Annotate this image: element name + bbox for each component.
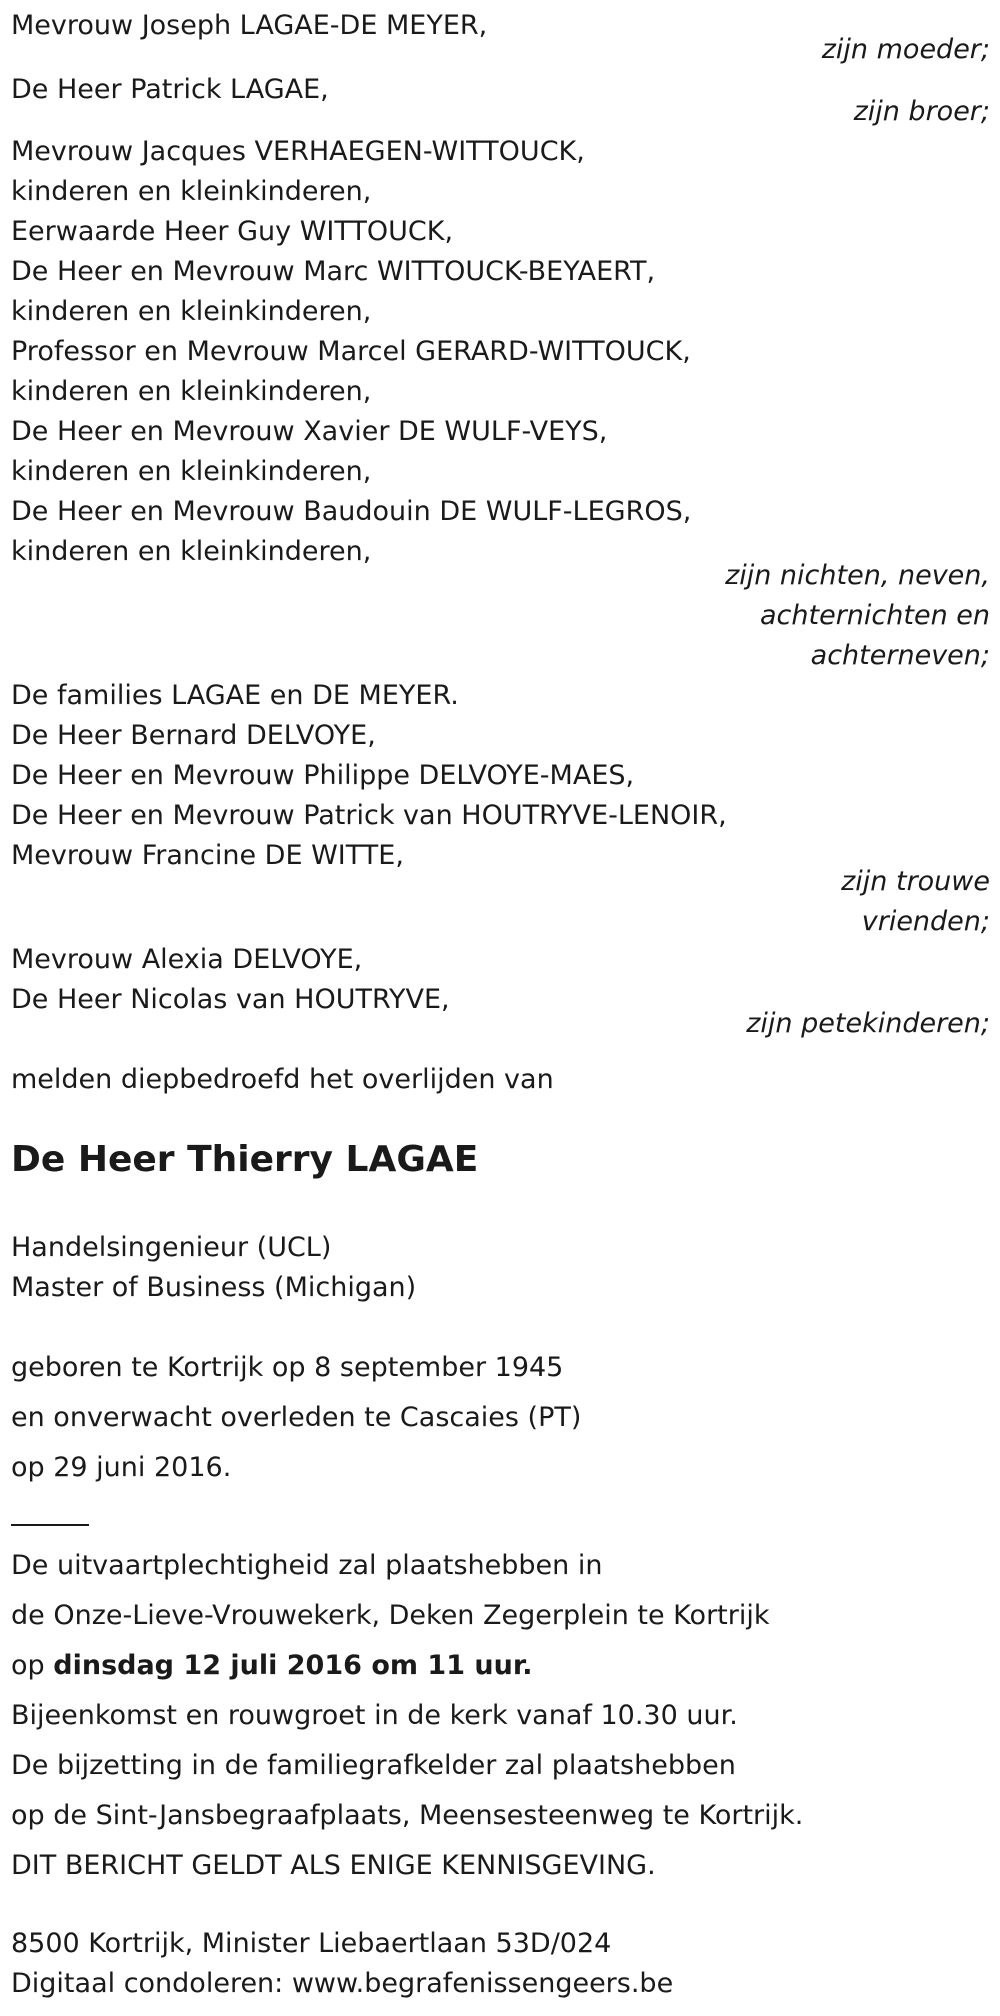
family-line: De Heer en Mevrouw Xavier DE WULF-VEYS, xyxy=(11,416,608,447)
relation-label: achterneven; xyxy=(810,640,990,671)
address-line: 8500 Kortrijk, Minister Liebaertlaan 53D/024 xyxy=(11,1928,612,1959)
funeral-line: Bijeenkomst en rouwgroet in de kerk vanaf 10.30 uur. xyxy=(11,1700,738,1731)
deceased-title: Handelsingenieur (UCL) xyxy=(11,1232,332,1263)
family-line: De Heer Nicolas van HOUTRYVE, xyxy=(11,984,450,1015)
funeral-line: de Onze-Lieve-Vrouwekerk, Deken Zegerplein te Kortrijk xyxy=(11,1600,770,1631)
funeral-date: dinsdag 12 juli 2016 om 11 uur. xyxy=(53,1650,533,1681)
family-line: Mevrouw Joseph LAGAE-DE MEYER, xyxy=(11,10,488,41)
funeral-line: De uitvaartplechtigheid zal plaatshebben in xyxy=(11,1550,603,1581)
death-date-line: op 29 juni 2016. xyxy=(11,1452,232,1483)
family-line: De Heer en Mevrouw Baudouin DE WULF-LEGROS, xyxy=(11,496,692,527)
announcement-line: melden diepbedroefd het overlijden van xyxy=(11,1064,554,1095)
family-line: Eerwaarde Heer Guy WITTOUCK, xyxy=(11,216,454,247)
deceased-name: De Heer Thierry LAGAE xyxy=(11,1139,479,1180)
family-line: Professor en Mevrouw Marcel GERARD-WITTOUCK, xyxy=(11,336,691,367)
relation-label: zijn nichten, neven, xyxy=(725,560,990,591)
funeral-date-line xyxy=(11,1646,533,1686)
family-line: kinderen en kleinkinderen, xyxy=(11,296,372,327)
birth-line: geboren te Kortrijk op 8 september 1945 xyxy=(11,1352,564,1383)
relation-label: zijn trouwe xyxy=(841,866,990,897)
family-line: De families LAGAE en DE MEYER. xyxy=(11,680,459,711)
relation-label: zijn moeder; xyxy=(821,34,990,65)
condolence-line: Digitaal condoleren: www.begrafenissengeers.be xyxy=(11,1968,674,1999)
family-line: kinderen en kleinkinderen, xyxy=(11,456,372,487)
relation-label: achternichten en xyxy=(760,600,990,631)
notice-statement: DIT BERICHT GELDT ALS ENIGE KENNISGEVING. xyxy=(11,1850,656,1881)
relation-label: zijn broer; xyxy=(853,96,990,127)
relation-label: zijn petekinderen; xyxy=(746,1008,990,1039)
relation-label: vrienden; xyxy=(861,906,990,937)
funeral-line: op de Sint-Jansbegraafplaats, Meensesteenweg te Kortrijk. xyxy=(11,1800,804,1831)
family-line: De Heer en Mevrouw Marc WITTOUCK-BEYAERT, xyxy=(11,256,656,287)
family-line: Mevrouw Francine DE WITTE, xyxy=(11,840,404,871)
family-line: kinderen en kleinkinderen, xyxy=(11,536,372,567)
family-line: kinderen en kleinkinderen, xyxy=(11,376,372,407)
funeral-date-prefix: op xyxy=(11,1650,45,1681)
separator-rule xyxy=(11,1524,89,1526)
deceased-title: Master of Business (Michigan) xyxy=(11,1272,417,1303)
family-line: De Heer en Mevrouw Philippe DELVOYE-MAES, xyxy=(11,760,635,791)
death-line: en onverwacht overleden te Cascaies (PT) xyxy=(11,1402,582,1433)
family-line: kinderen en kleinkinderen, xyxy=(11,176,372,207)
family-line: Mevrouw Jacques VERHAEGEN-WITTOUCK, xyxy=(11,136,585,167)
family-line: Mevrouw Alexia DELVOYE, xyxy=(11,944,363,975)
family-line: De Heer en Mevrouw Patrick van HOUTRYVE-LENOIR, xyxy=(11,800,727,831)
family-line: De Heer Bernard DELVOYE, xyxy=(11,720,376,751)
family-line: De Heer Patrick LAGAE, xyxy=(11,74,329,105)
funeral-line: De bijzetting in de familiegrafkelder zal plaatshebben xyxy=(11,1750,736,1781)
